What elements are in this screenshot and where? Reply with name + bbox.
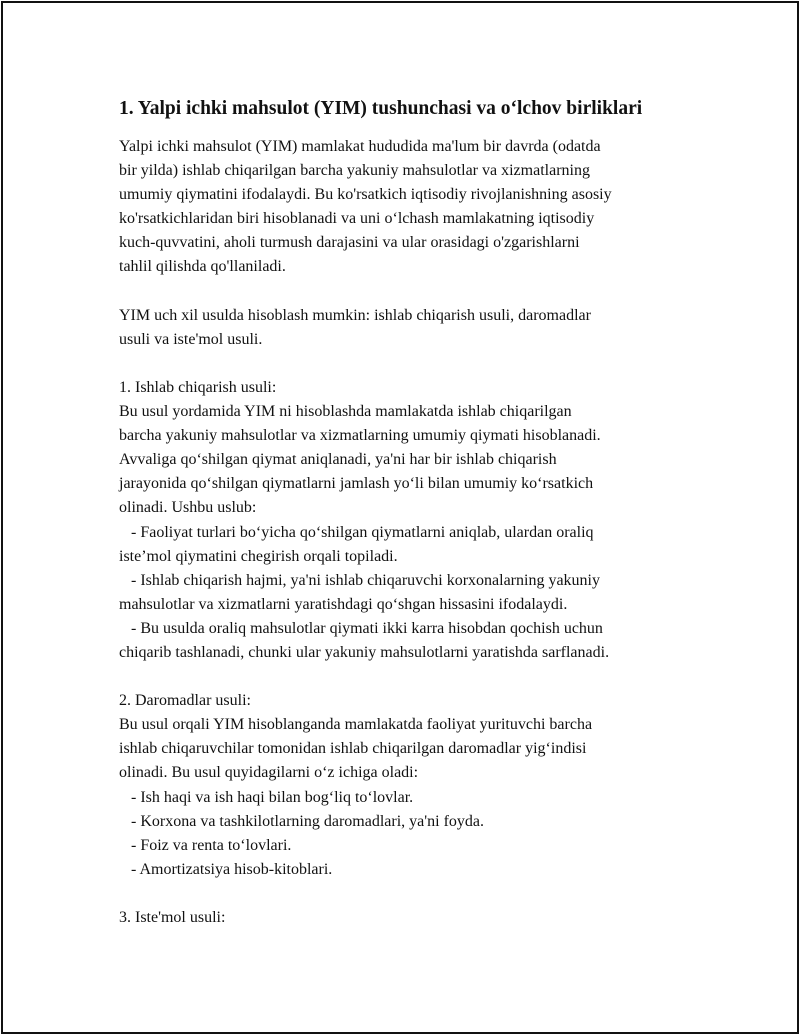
- paragraph: [119, 135, 699, 280]
- text-line: Bu usul yordamida YIM ni hisoblashda mamlakatda ishlab chiqarilgan: [119, 403, 572, 421]
- text-line: ko'rsatkichlaridan biri hisoblanadi va uni o‘lchash mamlakatning iqtisodiy: [119, 210, 595, 228]
- text-line: 2. Daromadlar usuli:: [119, 692, 251, 710]
- text-line: Avvaliga qo‘shilgan qiymat aniqlanadi, ya'ni har bir ishlab chiqarish: [119, 451, 557, 469]
- text-line: usuli va iste'mol usuli.: [119, 330, 263, 348]
- text-line: - Korxona va tashkilotlarning daromadlari, ya'ni foyda.: [119, 812, 484, 830]
- text-line: bir yilda) ishlab chiqarilgan barcha yakuniy mahsulotlar va xizmatlarning: [119, 162, 590, 180]
- text-line: - Ish haqi va ish haqi bilan bog‘liq to‘lovlar.: [119, 788, 414, 806]
- paragraph: [119, 906, 699, 930]
- paragraph: [119, 304, 699, 352]
- text-line: iste’mol qiymatini chegirish orqali topiladi.: [119, 547, 398, 565]
- text-line: tahlil qilishda qo'llaniladi.: [119, 258, 286, 276]
- text-line: mahsulotlar va xizmatlarni yaratishdagi qo‘shgan hissasini ifodalaydi.: [119, 595, 568, 613]
- document-body: [119, 95, 699, 930]
- text-line: olinadi. Bu usul quyidagilarni o‘z ichiga oladi:: [119, 764, 419, 782]
- text-line: - Faoliyat turlari bo‘yicha qo‘shilgan qiymatlarni aniqlab, ulardan oraliq: [119, 523, 594, 541]
- paragraph-container: [119, 135, 699, 930]
- text-line: barcha yakuniy mahsulotlar va xizmatlarning umumiy qiymati hisoblanadi.: [119, 427, 601, 445]
- text-line: jarayonida qo‘shilgan qiymatlarni jamlash yo‘li bilan umumiy ko‘rsatkich: [119, 475, 594, 493]
- paragraph-gap: [119, 882, 699, 906]
- text-line: 3. Iste'mol usuli:: [119, 909, 226, 926]
- paragraph-gap: [119, 352, 699, 376]
- text-line: ishlab chiqaruvchilar tomonidan ishlab chiqarilgan daromadlar yig‘indisi: [119, 740, 587, 758]
- text-line: olinadi. Ushbu uslub:: [119, 499, 257, 517]
- text-line: kuch-quvvatini, aholi turmush darajasini va ular orasidagi o'zgarishlarni: [119, 234, 580, 252]
- text-line: chiqarib tashlanadi, chunki ular yakuniy mahsulotlarni yaratishda sarflanadi.: [119, 643, 610, 661]
- text-line: - Foiz va renta to‘lovlari.: [119, 836, 292, 854]
- paragraph-gap: [119, 665, 699, 689]
- text-line: umumiy qiymatini ifodalaydi. Bu ko'rsatkich iqtisodiy rivojlanishning asosiy: [119, 186, 612, 204]
- paragraph-gap: [119, 280, 699, 304]
- text-line: Bu usul orqali YIM hisoblanganda mamlakatda faoliyat yurituvchi barcha: [119, 716, 593, 734]
- text-line: - Ishlab chiqarish hajmi, ya'ni ishlab chiqaruvchi korxonalarning yakuniy: [119, 571, 600, 589]
- text-line: - Amortizatsiya hisob-kitoblari.: [119, 860, 333, 878]
- text-line: YIM uch xil usulda hisoblash mumkin: ishlab chiqarish usuli, daromadlar: [119, 306, 591, 324]
- paragraph: [119, 689, 699, 882]
- text-line: 1. Ishlab chiqarish usuli:: [119, 378, 277, 396]
- text-line: - Bu usulda oraliq mahsulotlar qiymati ikki karra hisobdan qochish uchun: [119, 619, 603, 637]
- text-line: Yalpi ichki mahsulot (YIM) mamlakat hududida ma'lum bir davrda (odatda: [119, 138, 601, 155]
- page-frame: [1, 1, 799, 1034]
- paragraph: [119, 376, 699, 665]
- section-heading: 1. Yalpi ichki mahsulot (YIM) tushunchasi va o‘lchov birliklari: [119, 98, 643, 119]
